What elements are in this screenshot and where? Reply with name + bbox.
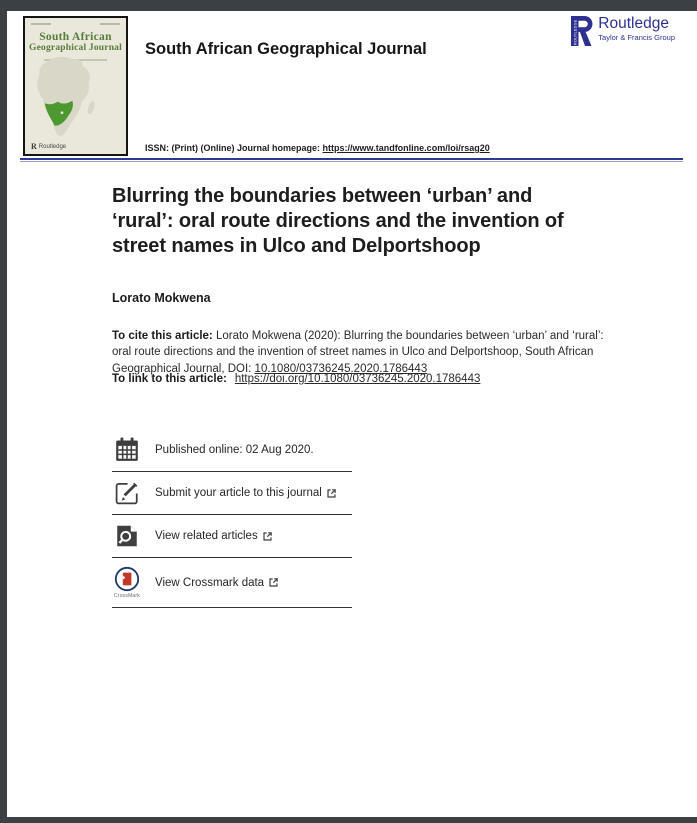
related-articles-icon — [112, 523, 142, 549]
link-label: To link to this article: — [112, 373, 227, 385]
action-row-published-online — [112, 429, 352, 472]
view-crossmark-link[interactable] — [112, 558, 352, 608]
published-online-text: Published online: 02 Aug 2020. — [155, 444, 314, 456]
submit-article-text: Submit your article to this journal — [155, 487, 337, 499]
cover-masthead-line — [100, 23, 120, 25]
crossmark-icon — [112, 566, 142, 599]
link-to-article-line — [112, 373, 480, 385]
action-row-related[interactable] — [112, 515, 352, 558]
doi-link[interactable]: 10.1080/03736245.2020.1786443 — [254, 362, 428, 375]
external-link-icon — [326, 488, 337, 499]
cover-journal-title: South African Geographical Journal — [29, 31, 122, 54]
cite-label: To cite this article: — [112, 330, 213, 342]
africa-map-graphic — [25, 56, 102, 142]
author-name: Lorato Mokwena — [112, 291, 211, 305]
cover-routledge-mark: R Routledge — [31, 142, 67, 151]
action-row-crossmark[interactable] — [112, 558, 352, 608]
journal-homepage-link[interactable]: https://www.tandfonline.com/loi/rsag20 — [322, 143, 490, 153]
action-row-submit[interactable] — [112, 472, 352, 515]
frame-top-bar — [0, 0, 697, 11]
routledge-name: Routledge — [598, 15, 669, 32]
article-title: Blurring the boundaries between ‘urban’ and ‘rural’: oral route directions and the invention of street names in Ulco and Delportshoop — [112, 185, 564, 257]
routledge-r-icon — [571, 16, 593, 46]
journal-title: South African Geographical Journal — [145, 40, 427, 58]
frame-left-bar — [0, 0, 7, 823]
header-divider-rule — [20, 158, 683, 162]
journal-cover-thumbnail — [23, 16, 128, 156]
issn-homepage-line: ISSN: (Print) (Online) Journal homepage: https://www.tandfonline.com/loi/rsag20 — [145, 143, 490, 153]
submit-icon — [112, 480, 142, 506]
frame-bottom-bar — [0, 817, 697, 823]
view-crossmark-text: View Crossmark data — [155, 577, 279, 589]
citation-block: To cite this article: Lorato Mokwena (2020): Blurring the boundaries between ‘urban’ and ‘rural’: oral route directions and the invention of street names in Ulco and Delportshoop, South African Geographical Journal, DOI: 10.1080/03736245.2020.1786443 — [112, 330, 604, 375]
view-related-articles-link[interactable] — [112, 515, 352, 558]
calendar-icon — [112, 437, 142, 463]
article-actions-list — [112, 429, 352, 608]
doi-url-link[interactable]: https://doi.org/10.1080/03736245.2020.1786443 — [234, 373, 481, 385]
view-related-text: View related articles — [155, 530, 273, 542]
cover-masthead-line — [31, 23, 51, 25]
routledge-logo — [571, 16, 675, 46]
routledge-r-glyph: R — [31, 142, 37, 151]
submit-article-link[interactable] — [112, 472, 352, 515]
crossmark-badge-text: CrossMark — [114, 593, 140, 599]
external-link-icon — [268, 577, 279, 588]
routledge-tagline: Taylor & Francis Group — [598, 33, 675, 43]
external-link-icon — [262, 531, 273, 542]
svg-text:ROUTLEDGE: ROUTLEDGE — [573, 19, 578, 45]
